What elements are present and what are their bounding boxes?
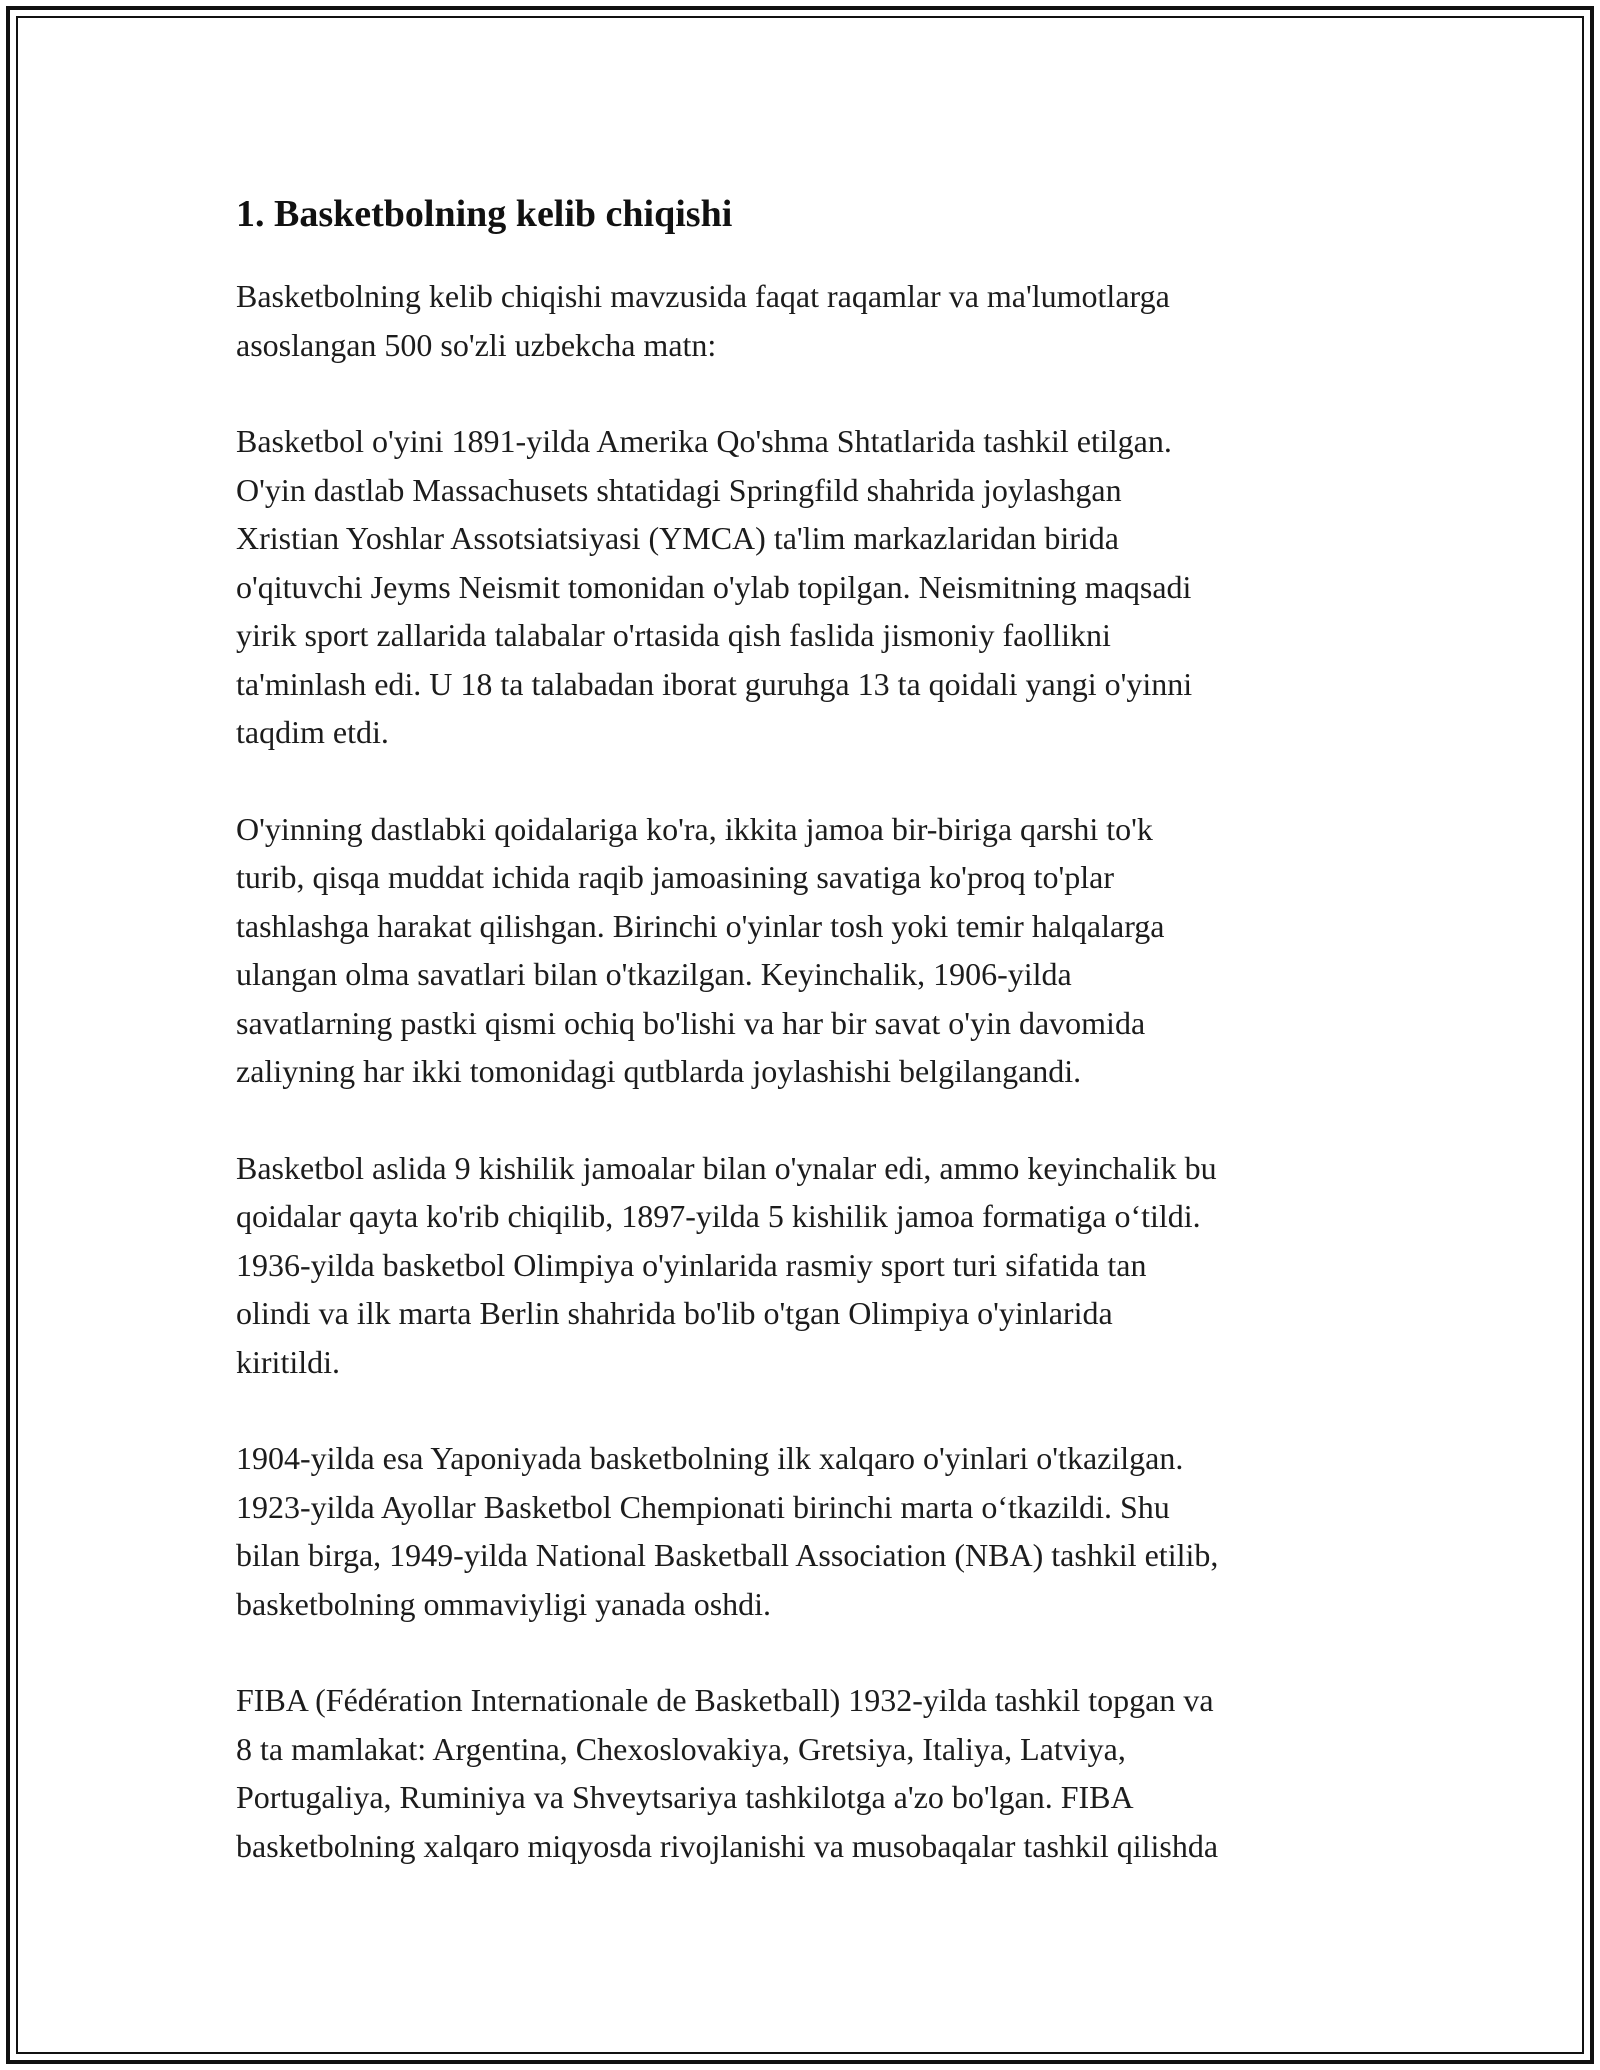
text-line: Portugaliya, Ruminiya va Shveytsariya tashkilotga a'zo bo'lgan. FIBA [236, 1779, 1134, 1815]
text-line: savatlarning pastki qismi ochiq bo'lishi va har bir savat o'yin davomida [236, 1004, 1146, 1041]
text-line: 1936-yilda basketbol Olimpiya o'yinlarida rasmiy sport turi sifatida tan [236, 1246, 1147, 1283]
text-line: asoslangan 500 so'zli uzbekcha matn: [236, 326, 717, 363]
text-line: tashlashga harakat qilishgan. Birinchi o'yinlar tosh yoki temir halqalarga [236, 907, 1165, 944]
text-line: Basketbol o'yini 1891-yilda Amerika Qo'shma Shtatlarida tashkil etilgan. [236, 423, 1172, 459]
text-line: Xristian Yoshlar Assotsiatsiyasi (YMCA) ta'lim markazlaridan birida [236, 520, 1119, 556]
text-line: bilan birga, 1949-yilda National Basketball Association (NBA) tashkil etilib, [236, 1537, 1219, 1573]
paragraph-fiba [236, 1676, 1376, 1870]
paragraph-early-rules [236, 805, 1376, 1096]
paragraph-international [236, 1434, 1376, 1628]
document-body [236, 186, 1376, 1918]
text-line: zaliyning har ikki tomonidagi qutblarda joylashishi belgilangandi. [236, 1053, 1082, 1089]
text-line: 1904-yilda esa Yaponiyada basketbolning ilk xalqaro o'yinlari o'tkazilgan. [236, 1440, 1184, 1476]
text-line: o'qituvchi Jeyms Neismit tomonidan o'ylab topilgan. Neismitning maqsadi [236, 568, 1192, 605]
paragraph-intro [236, 272, 1376, 369]
text-line: olindi va ilk marta Berlin shahrida bo'lib o'tgan Olimpiya o'yinlarida [236, 1295, 1113, 1331]
text-line: qoidalar qayta ko'rib chiqilib, 1897-yilda 5 kishilik jamoa formatiga o‘tildi. [236, 1198, 1201, 1234]
text-line: basketbolning xalqaro miqyosda rivojlanishi va musobaqalar tashkil qilishda [236, 1827, 1219, 1864]
text-line: O'yinning dastlabki qoidalariga ko'ra, ikkita jamoa bir-biriga qarshi to'k [236, 810, 1153, 847]
text-line: kiritildi. [236, 1343, 340, 1380]
text-line: taqdim etdi. [236, 714, 389, 750]
text-line: turib, qisqa muddat ichida raqib jamoasining savatiga ko'proq to'plar [236, 859, 1114, 895]
text-line: Basketbol aslida 9 kishilik jamoalar bilan o'ynalar edi, ammo keyinchalik bu [236, 1149, 1217, 1186]
text-line: FIBA (Fédération Internationale de Basketball) 1932-yilda tashkil topgan va [236, 1682, 1214, 1718]
text-line: yirik sport zallarida talabalar o'rtasida qish faslida jismoniy faollikni [236, 617, 1111, 653]
paragraph-origin [236, 417, 1376, 757]
text-line: O'yin dastlab Massachusets shtatidagi Springfild shahrida joylashgan [236, 471, 1122, 508]
paragraph-team-format [236, 1144, 1376, 1387]
section-heading: 1. Basketbolning kelib chiqishi [236, 193, 733, 235]
text-line: basketbolning ommaviyligi yanada oshdi. [236, 1585, 772, 1622]
text-line: Basketbolning kelib chiqishi mavzusida faqat raqamlar va ma'lumotlarga [236, 278, 1170, 314]
text-line: 1923-yilda Ayollar Basketbol Chempionati birinchi marta o‘tkazildi. Shu [236, 1488, 1170, 1525]
text-line: ta'minlash edi. U 18 ta talabadan iborat guruhga 13 ta qoidali yangi o'yinni [236, 665, 1193, 702]
text-line: ulangan olma savatlari bilan o'tkazilgan. Keyinchalik, 1906-yilda [236, 956, 1072, 992]
text-line: 8 ta mamlakat: Argentina, Chexoslovakiya, Gretsiya, Italiya, Latviya, [236, 1730, 1126, 1767]
